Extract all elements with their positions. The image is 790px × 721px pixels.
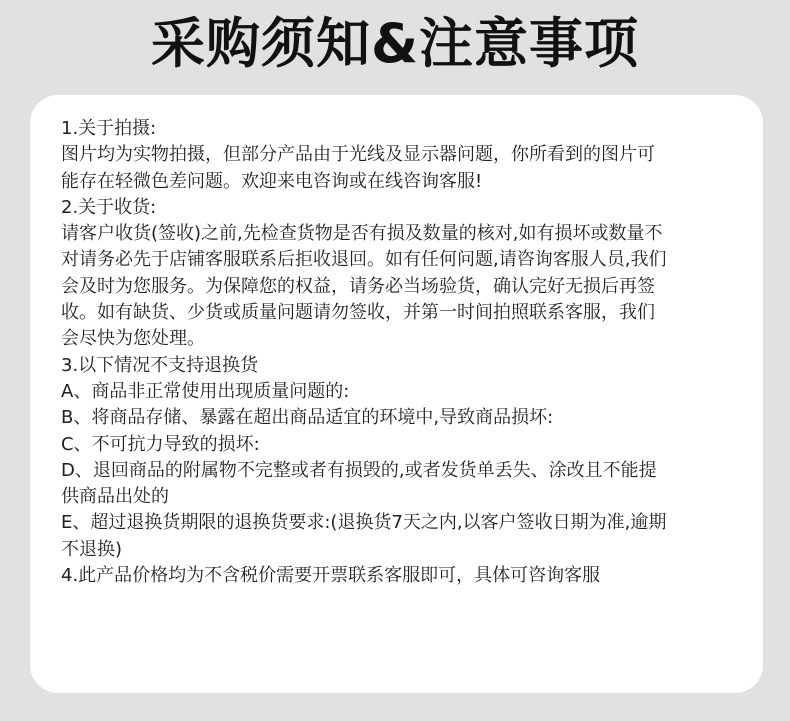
notice-line: B、将商品存储、暴露在超出商品适宜的环境中,导致商品损坏: bbox=[61, 407, 554, 429]
notice-line: 3.以下情况不支持退换货 bbox=[61, 354, 259, 376]
notice-line: 能存在轻微色差问题。欢迎来电咨询或在线咨询客服! bbox=[61, 170, 483, 192]
page-title: 采购须知&注意事项 bbox=[150, 12, 640, 75]
notice-line: 会尽快为您处理。 bbox=[61, 328, 205, 350]
notice-line: 收。如有缺货、少货或质量问题请勿签收，并第一时间拍照联系客服，我们 bbox=[61, 302, 655, 324]
notice-line: 请客户收货(签收)之前,先检查货物是否有损及数量的核对,如有损坏或数量不 bbox=[61, 223, 663, 245]
notice-line: D、退回商品的附属物不完整或者有损毁的,或者发货单丢失、涂改且不能提 bbox=[61, 459, 657, 481]
notice-line: 2.关于收货: bbox=[61, 196, 157, 218]
notice-line: 图片均为实物拍摄，但部分产品由于光线及显示器问题，你所看到的图片可 bbox=[61, 144, 655, 166]
notice-line: 会及时为您服务。为保障您的权益，请务必当场验货，确认完好无损后再签 bbox=[61, 275, 655, 297]
notice-text bbox=[61, 116, 751, 589]
notice-line: C、不可抗力导致的损坏: bbox=[61, 433, 260, 455]
notice-line: 1.关于拍摄: bbox=[61, 118, 157, 139]
notice-line: 供商品出处的 bbox=[61, 486, 169, 508]
notice-line: 不退换) bbox=[61, 538, 123, 560]
notice-line: 对请务必先于店铺客服联系后拒收退回。如有任何问题,请咨询客服人员,我们 bbox=[61, 249, 667, 271]
notice-line: 4.此产品价格均为不含税价需要开票联系客服即可，具体可咨询客服 bbox=[61, 565, 601, 587]
notice-line: A、商品非正常使用出现质量问题的: bbox=[61, 380, 350, 402]
notice-card bbox=[30, 95, 763, 693]
notice-line: E、超过退换货期限的退换货要求:(退换货7天之内,以客户签收日期为准,逾期 bbox=[61, 512, 667, 534]
